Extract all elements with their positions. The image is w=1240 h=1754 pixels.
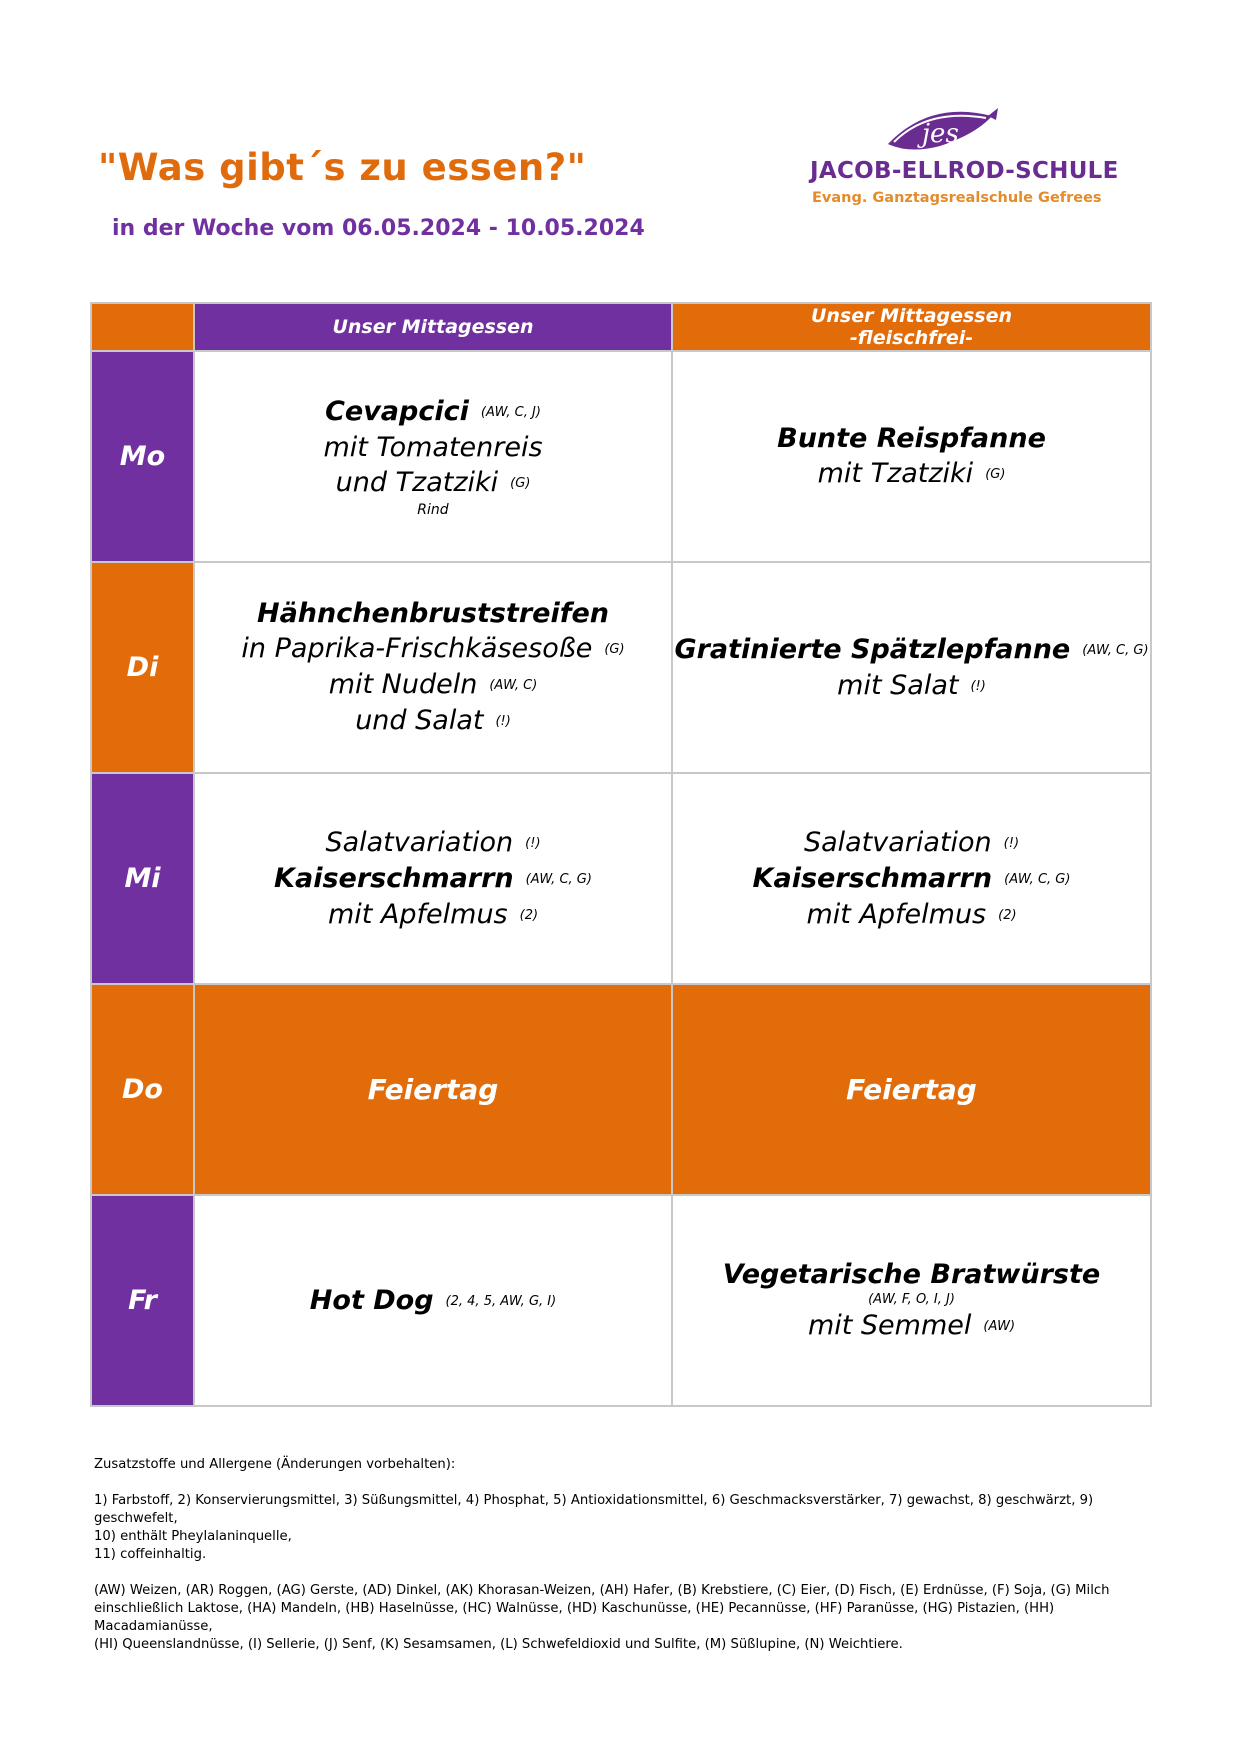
dish-side: Salatvariation (325, 826, 514, 858)
allergens-line: einschließlich Laktose, (HA) Mandeln, (HB) Haselnüsse, (HC) Walnüsse, (HD) Kaschunüsse, (HE) Pecannüsse, (HF) Paranüsse, (HG) Pistazien, (HH) Macadamianüsse, (94, 1601, 1055, 1634)
allergen-legend (94, 1456, 1154, 1672)
row-friday (91, 1195, 1151, 1406)
dish-side: mit Tzatziki (817, 458, 974, 489)
dish-name: Gratinierte Spätzlepfanne (674, 633, 1071, 665)
meal-monday (194, 351, 672, 562)
meal-friday (194, 1195, 672, 1406)
additives-line: 10) enthält Pheylalaninquelle, (94, 1529, 292, 1544)
legend-heading: Zusatzstoffe und Allergene (Änderungen vorbehalten): (94, 1457, 456, 1472)
allergens-line: (AW) Weizen, (AR) Roggen, (AG) Gerste, (AD) Dinkel, (AK) Khorasan-Weizen, (AH) Hafer, (B) Krebstiere, (C) Eier, (D) Fisch, (E) Erdnüsse, (F) Soja, (G) Milch (94, 1583, 1110, 1598)
dish-name: Hot Dog (309, 1284, 434, 1316)
meat-note: Rind (417, 502, 449, 518)
dish-side: mit Nudeln (328, 669, 478, 700)
corner-cell (91, 303, 194, 351)
meal-tuesday (194, 562, 672, 773)
holiday-cell: Feiertag (672, 984, 1151, 1195)
school-name: JACOB-ELLROD-SCHULE (810, 158, 1119, 184)
additives-line: 11) coffeinhaltig. (94, 1547, 207, 1562)
row-monday (91, 351, 1151, 562)
allergen-codes: (AW, C, G) (1004, 871, 1071, 887)
veg-meal-friday (672, 1195, 1151, 1406)
allergens-line: (HI) Queenslandnüsse, (I) Sellerie, (J) Senf, (K) Sesamsamen, (L) Schwefeldioxid und Sulfite, (M) Süßlupine, (N) Weichtiere. (94, 1637, 903, 1652)
header-row (91, 303, 1151, 351)
week-range: in der Woche vom 06.05.2024 - 10.05.2024 (112, 216, 645, 241)
allergen-codes: (2) (998, 907, 1017, 923)
fish-logo-icon (810, 104, 1080, 158)
dish-name: Bunte Reispfanne (777, 423, 1046, 454)
allergen-codes: (2, 4, 5, AW, G, I) (445, 1293, 557, 1309)
dish-side: Salatvariation (803, 826, 992, 858)
additives-line: 1) Farbstoff, 2) Konservierungsmittel, 3) Süßungsmittel, 4) Phosphat, 5) Antioxidationsmittel, 6) Geschmacksverstärker, 7) gewachst, 8) geschwärzt, 9) geschwefelt, (94, 1493, 1094, 1526)
allergens-list (94, 1582, 1154, 1654)
allergen-codes: (!) (525, 835, 541, 851)
column-header-vegetarian (672, 303, 1151, 351)
dish-side: und Tzatziki (335, 467, 499, 498)
dish-name: Hähnchenbruststreifen (256, 598, 609, 629)
dish-side: mit Semmel (807, 1310, 972, 1341)
day-label-friday: Fr (91, 1195, 194, 1406)
page-title: "Was gibt´s zu essen?" (98, 146, 587, 189)
dish-name: Kaiserschmarrn (274, 862, 514, 894)
allergen-codes: (AW, C) (489, 678, 538, 693)
allergen-codes: (AW, C, G) (1082, 642, 1149, 658)
allergen-codes: (G) (604, 642, 625, 657)
allergen-codes: (AW, F, O, I, J) (868, 1292, 955, 1307)
menu-table (90, 302, 1152, 1407)
day-label-wednesday: Mi (91, 773, 194, 984)
school-subtitle: Evang. Ganztagsrealschule Gefrees (812, 190, 1102, 206)
dish-side: mit Tomatenreis (323, 432, 543, 463)
holiday-cell: Feiertag (194, 984, 672, 1195)
dish-side: mit Apfelmus (806, 898, 987, 930)
allergen-codes: (!) (1003, 835, 1020, 851)
allergen-codes: (!) (970, 678, 986, 694)
dish-side: mit Salat (837, 669, 959, 701)
day-label-tuesday: Di (91, 562, 194, 773)
veg-meal-tuesday (672, 562, 1151, 773)
allergen-codes: (AW, C, G) (525, 871, 592, 887)
dish-name: Vegetarische Bratwürste (722, 1259, 1101, 1290)
dish-name: Cevapcici (325, 396, 469, 427)
dish-side: mit Apfelmus (327, 898, 508, 930)
allergen-codes: (!) (495, 714, 511, 729)
svg-text:jes: jes (922, 119, 959, 149)
column-header-meal (194, 303, 672, 351)
dish-side: in Paprika-Frischkäsesoße (241, 633, 593, 664)
row-thursday (91, 984, 1151, 1195)
row-tuesday (91, 562, 1151, 773)
column-header-vegetarian-sub: -fleischfrei- (849, 327, 974, 349)
allergen-codes: (AW) (983, 1319, 1016, 1334)
additives-list (94, 1492, 1154, 1564)
row-wednesday (91, 773, 1151, 984)
dish-side: und Salat (355, 705, 484, 736)
dish-name: Kaiserschmarrn (752, 862, 993, 894)
veg-meal-monday (672, 351, 1151, 562)
allergen-codes: (2) (519, 907, 539, 923)
allergen-codes: (G) (985, 467, 1006, 482)
meal-wednesday (194, 773, 672, 984)
column-header-vegetarian-label: Unser Mittagessen (810, 305, 1013, 327)
day-label-thursday: Do (91, 984, 194, 1195)
day-label-monday: Mo (91, 351, 194, 562)
school-logo (810, 104, 1119, 214)
allergen-codes: (G) (510, 476, 531, 491)
allergen-codes: (AW, C, J) (480, 405, 541, 420)
veg-meal-wednesday (672, 773, 1151, 984)
column-header-meal-label: Unser Mittagessen (332, 316, 534, 338)
